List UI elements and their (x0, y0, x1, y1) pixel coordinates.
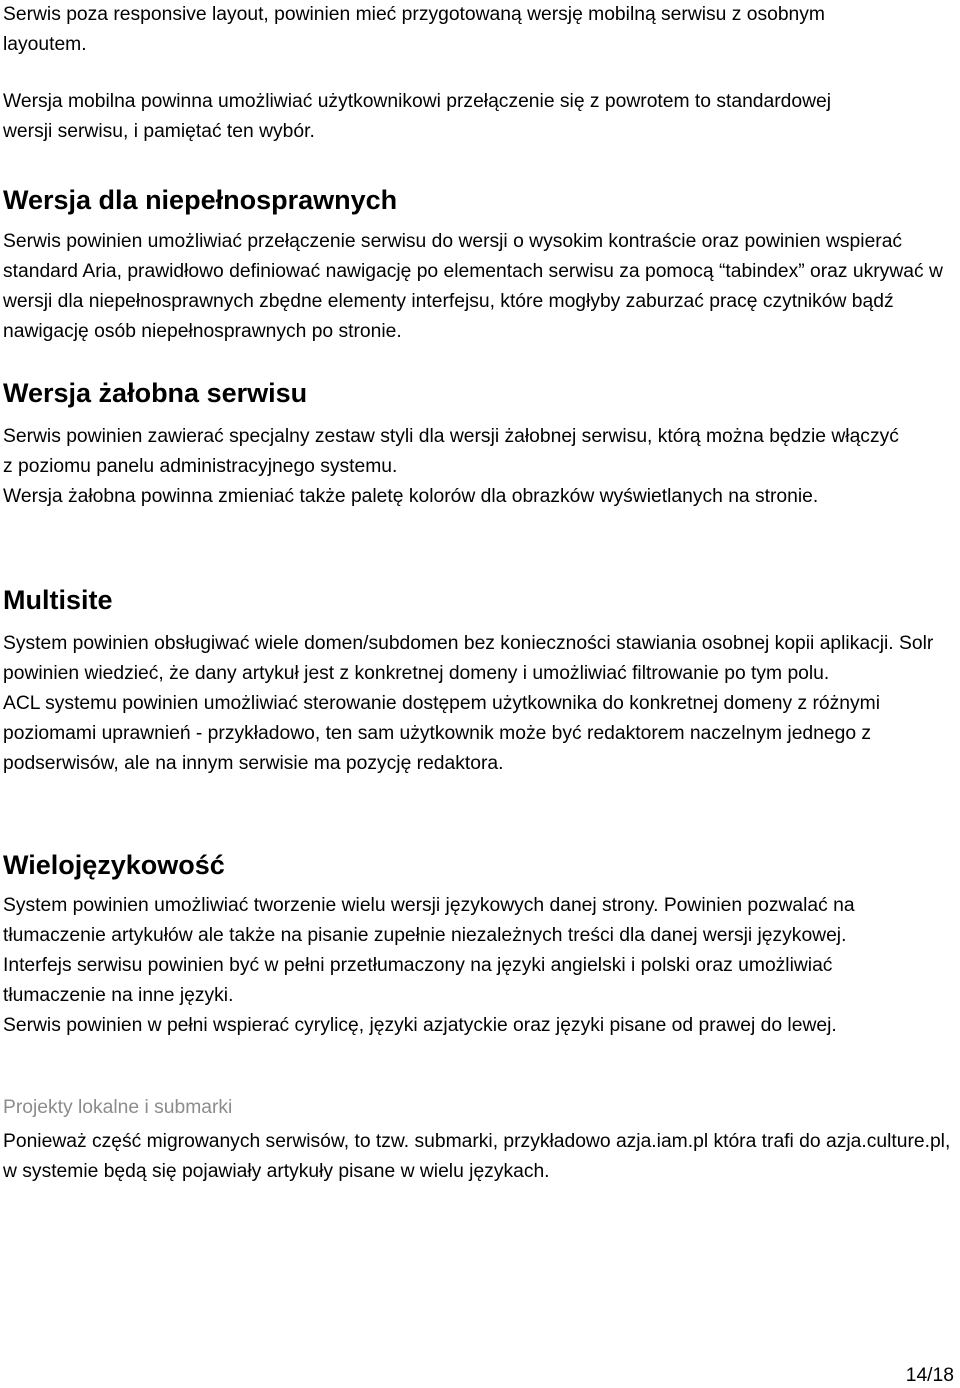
section-title-mourning: Wersja żałobna serwisu (3, 378, 308, 408)
page-number: 14/18 (905, 1365, 954, 1386)
multilang-paragraph-3: Serwis powinien w pełni wspierać cyrylicę, języki azjatyckie oraz języki pisane od prawej do lewej. (3, 1015, 837, 1036)
subsection-title-local-projects: Projekty lokalne i submarki (3, 1097, 233, 1118)
mourning-paragraph-1: Serwis powinien zawierać specjalny zestaw styli dla wersji żałobnej serwisu, którą można będzie włączyć z poziomu panelu administracyjnego systemu. (3, 426, 899, 477)
intro-paragraph-2: Wersja mobilna powinna umożliwiać użytkownikowi przełączenie się z powrotem to standardowej wersji serwisu, i pamiętać ten wybór. (3, 91, 832, 142)
multilang-paragraph-2: Interfejs serwisu powinien być w pełni przetłumaczony na języki angielski i polski oraz umożliwiać tłumaczenie na inne języki. (3, 955, 833, 1006)
intro-paragraph-1: Serwis poza responsive layout, powinien mieć przygotowaną wersję mobilną serwisu z osobnym layoutem. (3, 4, 825, 55)
multisite-paragraph-1: System powinien obsługiwać wiele domen/subdomen bez konieczności stawiania osobnej kopii aplikacji. Solr powinien wiedzieć, że dany artykuł jest z konkretnej domeny i umożliwiać filtrowanie po tym polu. (3, 633, 934, 684)
section-title-accessibility: Wersja dla niepełnosprawnych (3, 185, 398, 215)
section-title-multilang: Wielojęzykowość (3, 850, 225, 880)
multilang-paragraph-1: System powinien umożliwiać tworzenie wielu wersji językowych danej strony. Powinien pozwalać na tłumaczenie artykułów ale także na pisanie zupełnie niezależnych treści dla danej wersji językowej. (3, 895, 855, 946)
multisite-paragraph-2: ACL systemu powinien umożliwiać sterowanie dostępem użytkownika do konkretnej domeny z różnymi poziomami uprawnień - przykładowo, ten sam użytkownik może być redaktorem naczelnym jednego z podserwisów, ale na innym serwisie ma pozycję redaktora. (3, 693, 880, 774)
section-title-multisite: Multisite (3, 585, 113, 615)
mourning-paragraph-2: Wersja żałobna powinna zmieniać także paletę kolorów dla obrazków wyświetlanych na stronie. (3, 486, 819, 507)
document-page (3, 0, 958, 1187)
multilang-paragraph-4: Ponieważ część migrowanych serwisów, to tzw. submarki, przykładowo azja.iam.pl która trafi do azja.culture.pl, w systemie będą się pojawiały artykuły pisane w wielu językach. (3, 1131, 951, 1182)
accessibility-paragraph-1: Serwis powinien umożliwiać przełączenie serwisu do wersji o wysokim kontraście oraz powinien wspierać standard Aria, prawidłowo definiować nawigację po elementach serwisu za pomocą “tabindex” oraz ukrywać w wersji dla niepełnosprawnych zbędne elementy interfejsu, które mogłyby zaburzać pracę czytników bądź nawigację osób niepełnosprawnych po stronie. (3, 231, 943, 342)
